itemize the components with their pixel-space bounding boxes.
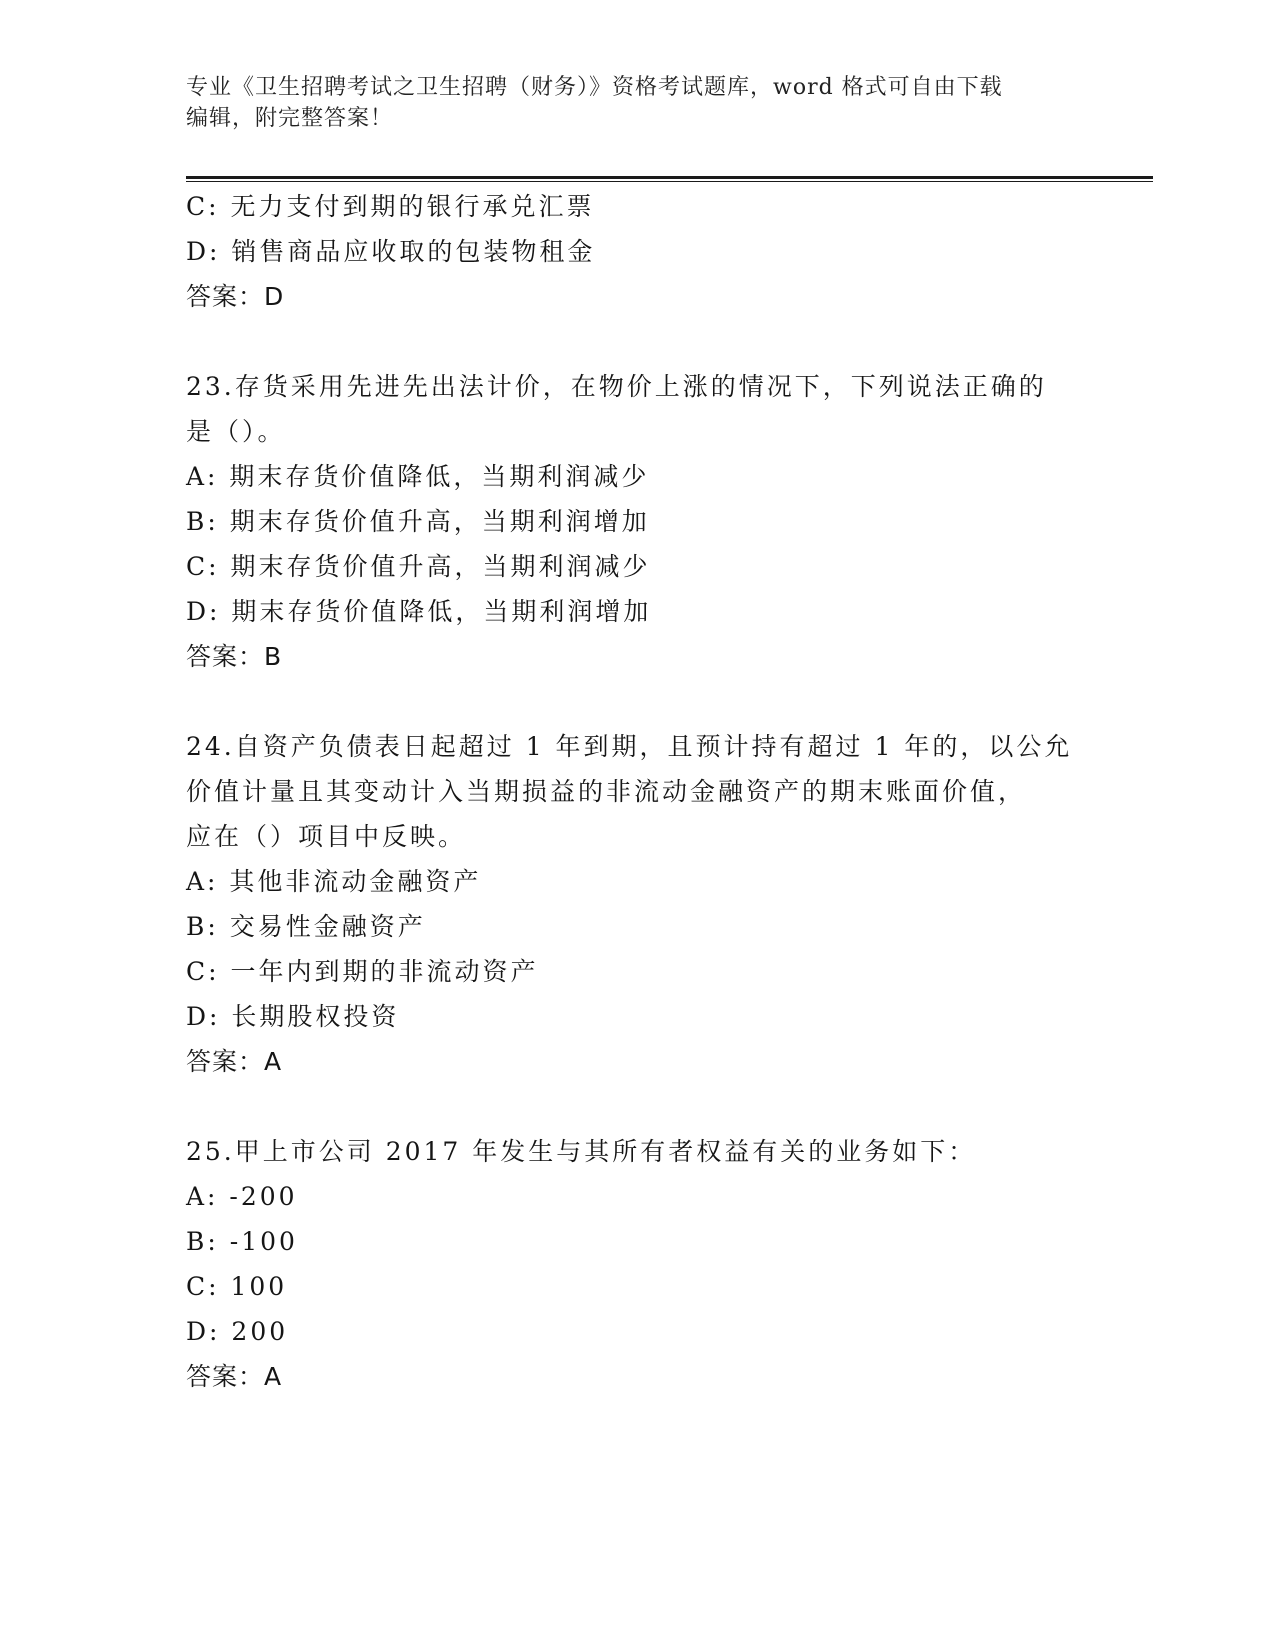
question-25-stem-line-1: 25.甲上市公司 2017 年发生与其所有者权益有关的业务如下： [186, 1137, 977, 1166]
question-24-option-d: D: 长期股权投资 [186, 1002, 400, 1031]
question-25-option-b: B: -100 [186, 1227, 298, 1256]
question-23-stem-line-1: 23.存货采用先进先出法计价，在物价上涨的情况下，下列说法正确的 [186, 372, 1047, 401]
header-line-2: 编辑，附完整答案！ [186, 106, 394, 131]
prev-question-option-c: C: 无力支付到期的银行承兑汇票 [186, 192, 595, 221]
question-24-stem-line-2: 价值计量且其变动计入当期损益的非流动金融资产的期末账面价值， [186, 777, 1027, 806]
page-header [186, 72, 1086, 134]
question-24-option-c: C: 一年内到期的非流动资产 [186, 957, 539, 986]
question-24-answer: 答案：A [186, 1047, 283, 1076]
question-24-stem-line-3: 应在（）项目中反映。 [186, 822, 467, 851]
question-24-option-a: A: 其他非流动金融资产 [186, 867, 482, 896]
question-25-option-d: D: 200 [186, 1317, 289, 1346]
header-rule-thick [186, 176, 1153, 179]
question-25-option-a: A: -200 [186, 1182, 298, 1211]
question-23-option-b: B: 期末存货价值升高，当期利润增加 [186, 507, 650, 536]
header-rule-thin [186, 181, 1153, 182]
prev-question-answer: 答案：D [186, 282, 285, 311]
question-24-option-b: B: 交易性金融资产 [186, 912, 426, 941]
question-23-stem-line-2: 是（）。 [186, 417, 286, 446]
question-23-option-a: A: 期末存货价值降低，当期利润减少 [186, 462, 650, 491]
question-24-stem-line-1: 24.自资产负债表日起超过 1 年到期，且预计持有超过 1 年的，以公允 [186, 732, 1073, 761]
question-23-answer: 答案：B [186, 642, 283, 671]
question-23-option-d: D: 期末存货价值降低，当期利润增加 [186, 597, 652, 626]
question-23-option-c: C: 期末存货价值升高，当期利润减少 [186, 552, 651, 581]
prev-question-option-d: D: 销售商品应收取的包装物租金 [186, 237, 596, 266]
question-25-answer: 答案：A [186, 1362, 283, 1391]
question-25-option-c: C: 100 [186, 1272, 288, 1301]
header-line-1: 专业《卫生招聘考试之卫生招聘（财务）》资格考试题库，word 格式可自由下载 [186, 75, 1003, 100]
